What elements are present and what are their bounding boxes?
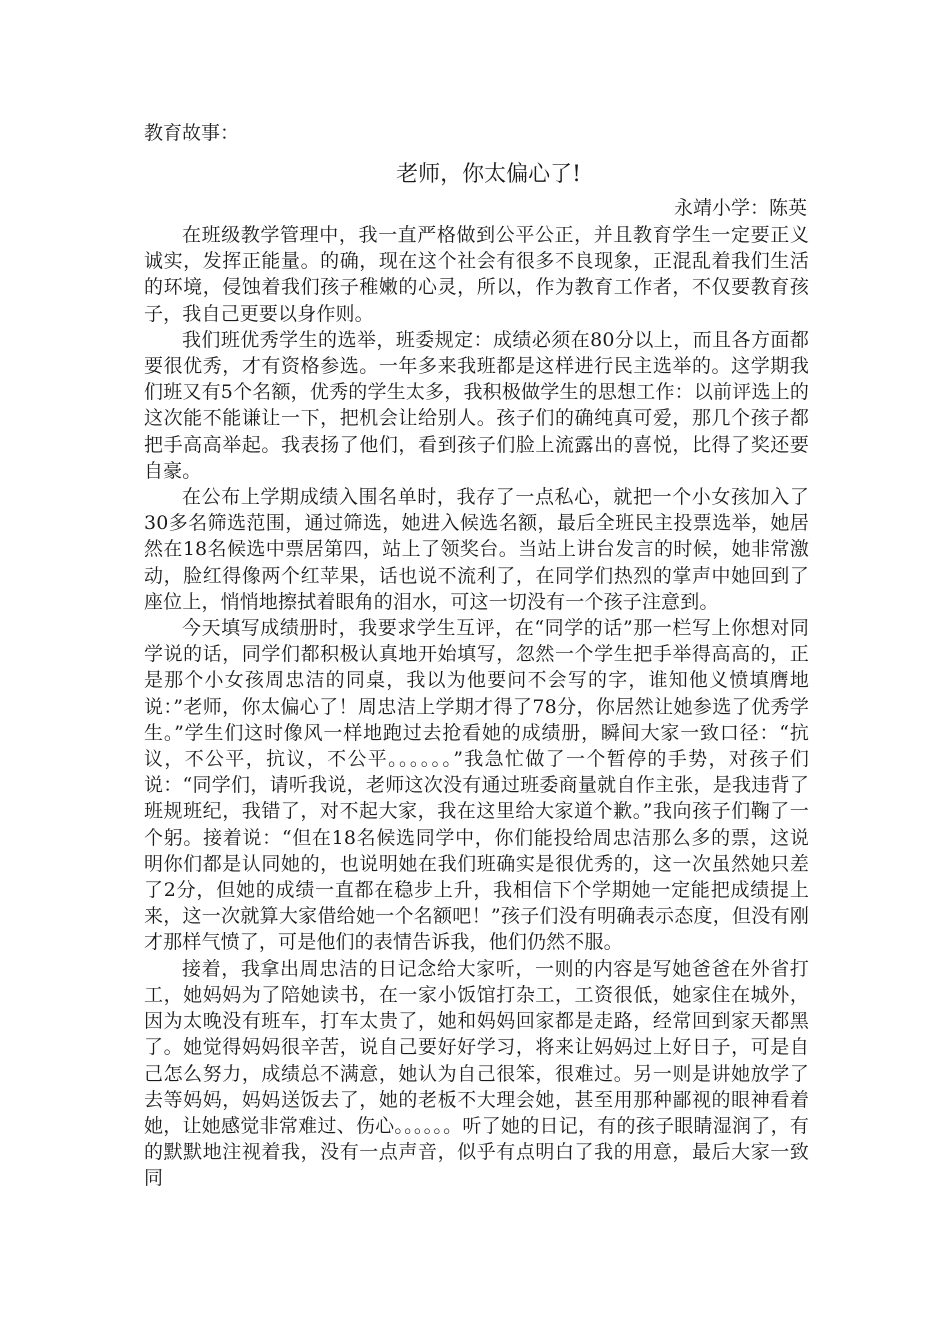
document-label: 教育故事： [144,122,240,144]
paragraph-2: 我们班优秀学生的选举，班委规定：成绩必须在80分以上，而且各方面都要很优秀，才有资格参选。一年多来我班都是这样进行民主选举的。这学期我们班又有5个名额，优秀的学生太多，我积极做学生的思想工作：以前评选上的这次能不能谦让一下，把机会让给别人。孩子们的确纯真可爱，那几个孩子都把手高高举起。我表扬了他们，看到孩子们脸上流露出的喜悦，比得了奖还要自豪。 [144,328,809,482]
document-page [144,118,809,1192]
paragraph-5: 接着，我拿出周忠洁的日记念给大家听，一则的内容是写她爸爸在外省打工，她妈妈为了陪她读书，在一家小饭馆打杂工，工资很低，她家住在城外，因为太晚没有班车，打车太贵了，她和妈妈回家都是走路，经常回到家天都黑了。她觉得妈妈很辛苦，说自己要好好学习，将来让妈妈过上好日子，可是自己怎么努力，成绩总不满意，她认为自己很笨，很难过。另一则是讲她放学了去等妈妈，妈妈送饭去了，她的老板不大理会她，甚至用那种鄙视的眼神看着她，让她感觉非常难过、伤心。。。。。。听了她的日记，有的孩子眼睛湿润了，有的默默地注视着我，没有一点声音，似乎有点明白了我的用意，最后大家一致同 [144,957,809,1190]
paragraph-1: 在班级教学管理中，我一直严格做到公平公正，并且教育学生一定要正义诚实，发挥正能量。的确，现在这个社会有很多不良现象，正混乱着我们生活的环境，侵蚀着我们孩子稚嫩的心灵，所以，作为教育工作者，不仅要教育孩子，我自己更要以身作则。 [144,224,809,325]
paragraph-4: 今天填写成绩册时，我要求学生互评，在“同学的话”那一栏写上你想对同学说的话，同学们都积极认真地开始填写，忽然一个学生把手举得高高的，正是那个小女孩周忠洁的同桌，我以为他要问不会写的字，谁知他义愤填膺地说：”老师，你太偏心了！周忠洁上学期才得了78分，你居然让她参选了优秀学生。”学生们这时像风一样地跑过去抢看她的成绩册，瞬间大家一致口径：“抗议，不公平，抗议，不公平。。。。。。”我急忙做了一个暂停的手势，对孩子们说：“同学们，请听我说，老师这次没有通过班委商量就自作主张，是我违背了班规班纪，我错了，对不起大家，我在这里给大家道个歉。”我向孩子们鞠了一个躬。接着说：“但在18名候选同学中，你们能投给周忠洁那么多的票，这说明你们都是认同她的，也说明她在我们班确实是很优秀的，这一次虽然她只差了2分，但她的成绩一直都在稳步上升，我相信下个学期她一定能把成绩提上来，这一次就算大家借给她一个名额吧！”孩子们没有明确表示态度，但没有刚才那样气愤了，可是他们的表情告诉我，他们仍然不服。 [144,617,809,954]
document-title: 老师，你太偏心了! [396,162,581,187]
paragraph-3: 在公布上学期成绩入围名单时，我存了一点私心，就把一个小女孩加入了30多名筛选范围，通过筛选，她进入候选名额，最后全班民主投票选举，她居然在18名候选中票居第四，站上了领奖台。当站上讲台发言的时候，她非常激动，脸红得像两个红苹果，话也说不流利了，在同学们热烈的掌声中她回到了座位上，悄悄地擦拭着眼角的泪水，可这一切没有一个孩子注意到。 [144,486,809,613]
document-author: 永靖小学：陈英 [673,197,807,219]
